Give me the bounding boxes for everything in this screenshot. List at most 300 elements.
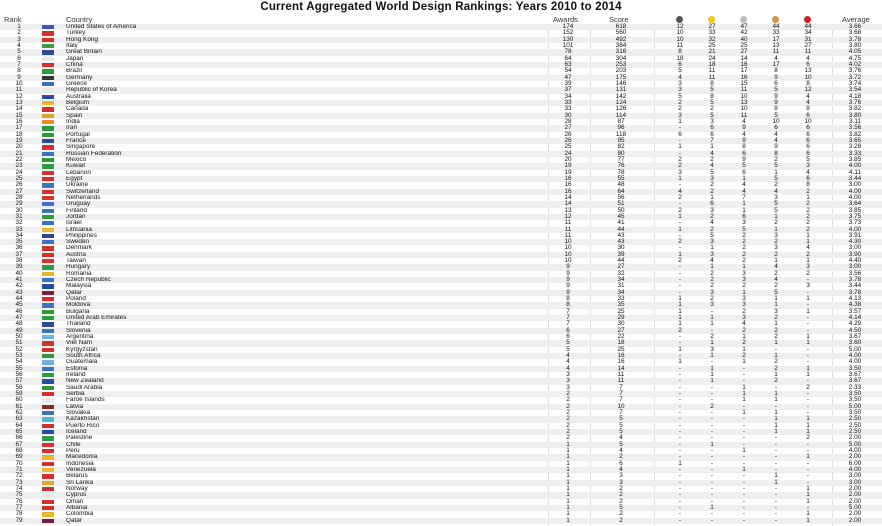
flag-icon bbox=[42, 468, 54, 472]
score-cell: 2 bbox=[619, 516, 623, 524]
medal-2-count: 18 bbox=[708, 60, 716, 68]
average-cell: 2.00 bbox=[848, 453, 862, 461]
score-cell: 3 bbox=[619, 472, 623, 480]
average-cell: 3.00 bbox=[848, 263, 862, 271]
country-cell: Czech Republic bbox=[66, 277, 111, 284]
rank-cell: 9 bbox=[17, 73, 21, 81]
medal-3-count: 2 bbox=[742, 282, 746, 290]
medal-1-count: 2 bbox=[678, 162, 682, 170]
awards-cell: 37 bbox=[564, 86, 572, 94]
average-cell: 3.28 bbox=[848, 143, 862, 151]
awards-cell: 26 bbox=[564, 136, 572, 144]
flag-icon bbox=[42, 348, 54, 352]
score-cell: 11 bbox=[617, 371, 625, 379]
score-cell: 7 bbox=[619, 409, 623, 417]
header-country: Country bbox=[66, 15, 93, 24]
rank-cell: 30 bbox=[15, 206, 23, 214]
medal-2-count: - bbox=[710, 307, 714, 315]
medal-3-count: 3 bbox=[742, 301, 746, 309]
average-cell: 3.33 bbox=[848, 149, 862, 157]
medal-4-count: 1 bbox=[774, 428, 778, 435]
score-cell: 560 bbox=[615, 29, 627, 37]
flag-icon bbox=[42, 95, 54, 99]
average-cell: 2.00 bbox=[848, 510, 862, 518]
flag-icon bbox=[42, 487, 54, 491]
medal-1-count: - bbox=[678, 390, 682, 398]
country-cell: Singapore bbox=[66, 144, 96, 151]
score-cell: 44 bbox=[617, 257, 625, 265]
medal-2-count: - bbox=[710, 453, 714, 461]
medal-1-count: - bbox=[678, 428, 682, 435]
medal-1-count: 10 bbox=[676, 35, 684, 43]
medal-5-count: 8 bbox=[806, 105, 810, 113]
medal-5-count: 1 bbox=[806, 257, 810, 265]
country-cell: South Africa bbox=[66, 353, 101, 360]
average-cell: 4.02 bbox=[848, 60, 862, 68]
medal-4-count: 8 bbox=[774, 105, 778, 113]
medal-4-count: 44 bbox=[772, 23, 780, 30]
average-cell: 3.85 bbox=[848, 206, 862, 214]
rank-cell: 43 bbox=[15, 288, 23, 296]
flag-icon bbox=[42, 164, 54, 168]
medal-4-count: 1 bbox=[774, 301, 778, 309]
medal-2-count: 1 bbox=[710, 371, 714, 379]
medal-2-count: 1 bbox=[710, 193, 714, 201]
awards-cell: 1 bbox=[566, 440, 570, 448]
medal-1-count: 2 bbox=[678, 105, 682, 113]
medal-2-count: 2 bbox=[710, 282, 714, 290]
awards-cell: 30 bbox=[564, 111, 572, 119]
medal-5-count: 1 bbox=[806, 484, 810, 492]
country-cell: Saudi Arabia bbox=[66, 384, 103, 391]
medal-2-count: - bbox=[710, 428, 714, 435]
medal-2-count: 1 bbox=[710, 503, 714, 511]
awards-cell: 78 bbox=[564, 48, 572, 56]
score-cell: 131 bbox=[615, 86, 627, 94]
flag-icon bbox=[42, 443, 54, 447]
medal-3-count: - bbox=[742, 421, 746, 429]
rank-cell: 56 bbox=[15, 371, 23, 379]
medal-3-count: - bbox=[742, 459, 746, 467]
rank-cell: 41 bbox=[15, 276, 23, 284]
rank-cell: 47 bbox=[15, 314, 23, 322]
medal-2-count: 2 bbox=[710, 212, 714, 220]
medal-3-count: 1 bbox=[742, 383, 746, 391]
rank-cell: 7 bbox=[17, 60, 21, 68]
flag-icon bbox=[42, 322, 54, 326]
country-cell: India bbox=[66, 118, 80, 125]
medal-2-count: 1 bbox=[710, 314, 714, 322]
medal-5-count: 2 bbox=[806, 225, 810, 233]
country-cell: Republic of Korea bbox=[66, 87, 117, 94]
medal-5-count: 2 bbox=[806, 434, 810, 442]
country-cell: Colombia bbox=[66, 511, 93, 518]
medal-3-count: 4 bbox=[742, 187, 746, 195]
awards-cell: 11 bbox=[564, 231, 572, 239]
score-cell: 126 bbox=[615, 105, 627, 113]
awards-cell: 5 bbox=[566, 339, 570, 347]
average-cell: 3.50 bbox=[848, 390, 862, 398]
medal-5-count: 5 bbox=[806, 155, 810, 163]
medal-3-count: 1 bbox=[742, 358, 746, 366]
country-cell: Hong Kong bbox=[66, 36, 98, 43]
awards-cell: 4 bbox=[566, 352, 570, 360]
awards-cell: 64 bbox=[564, 54, 572, 62]
country-cell: Venezuela bbox=[66, 466, 96, 473]
flag-icon bbox=[42, 190, 54, 194]
flag-icon bbox=[42, 506, 54, 510]
average-cell: 3.73 bbox=[848, 219, 862, 227]
flag-icon bbox=[42, 114, 54, 118]
average-cell: 3.56 bbox=[848, 269, 862, 277]
average-cell: 3.82 bbox=[848, 105, 862, 113]
medal-3-icon bbox=[740, 16, 747, 23]
rank-cell: 20 bbox=[15, 143, 23, 151]
medal-4-count: 2 bbox=[774, 358, 778, 366]
medal-5-count: 13 bbox=[804, 67, 812, 75]
average-cell: 3.54 bbox=[848, 86, 862, 94]
average-cell: 5.00 bbox=[848, 345, 862, 353]
flag-icon bbox=[42, 455, 54, 459]
flag-icon bbox=[42, 133, 54, 137]
medal-4-count: 5 bbox=[774, 206, 778, 214]
score-cell: 7 bbox=[619, 383, 623, 391]
medal-1-count: - bbox=[678, 503, 682, 511]
country-cell: Lithuania bbox=[66, 226, 92, 233]
score-cell: 253 bbox=[615, 60, 627, 68]
medal-2-count: 8 bbox=[710, 79, 714, 87]
awards-cell: 10 bbox=[564, 238, 572, 246]
flag-icon bbox=[42, 221, 54, 225]
medal-2-count: 5 bbox=[710, 231, 714, 239]
rank-cell: 4 bbox=[17, 41, 21, 49]
flag-icon bbox=[42, 512, 54, 516]
awards-cell: 8 bbox=[566, 295, 570, 303]
medal-1-count: - bbox=[678, 181, 682, 189]
medal-3-count: - bbox=[742, 415, 746, 423]
flag-icon bbox=[42, 335, 54, 339]
flag-icon bbox=[42, 284, 54, 288]
medal-3-count: 4 bbox=[742, 117, 746, 125]
awards-cell: 13 bbox=[564, 206, 572, 214]
medal-2-count: - bbox=[710, 383, 714, 391]
country-cell: Ireland bbox=[66, 372, 86, 379]
awards-cell: 16 bbox=[564, 181, 572, 189]
flag-icon bbox=[42, 88, 54, 92]
score-cell: 2 bbox=[619, 491, 623, 499]
country-cell: Philippines bbox=[66, 232, 97, 239]
medal-5-count: 1 bbox=[806, 364, 810, 372]
medal-4-count: 6 bbox=[774, 79, 778, 87]
medal-3-count: 17 bbox=[740, 67, 748, 75]
medal-1-count: 1 bbox=[678, 307, 682, 315]
flag-icon bbox=[42, 379, 54, 383]
medal-2-count: 6 bbox=[710, 200, 714, 208]
medal-4-count: 4 bbox=[774, 263, 778, 271]
medal-4-count: - bbox=[774, 453, 778, 461]
country-cell: Jordan bbox=[66, 213, 86, 220]
country-cell: Denmark bbox=[66, 245, 92, 252]
rank-cell: 37 bbox=[15, 250, 23, 258]
medal-1-count: 2 bbox=[678, 155, 682, 163]
score-cell: 114 bbox=[615, 111, 627, 119]
score-cell: 64 bbox=[617, 187, 625, 195]
rank-cell: 48 bbox=[15, 320, 23, 328]
medal-4-count: - bbox=[774, 446, 778, 454]
rank-cell: 65 bbox=[15, 428, 23, 435]
medal-2-count: 2 bbox=[710, 225, 714, 233]
rank-cell: 32 bbox=[15, 219, 23, 227]
rank-cell: 49 bbox=[15, 326, 23, 334]
score-cell: 45 bbox=[617, 212, 625, 220]
medal-1-count: - bbox=[678, 472, 682, 480]
average-cell: 3.72 bbox=[848, 73, 862, 81]
medal-1-count: 1 bbox=[678, 320, 682, 328]
medal-4-count: 2 bbox=[774, 377, 778, 385]
country-cell: Slovenia bbox=[66, 327, 91, 334]
awards-cell: 101 bbox=[562, 41, 574, 49]
awards-cell: 19 bbox=[564, 162, 572, 170]
medal-1-count: 1 bbox=[678, 212, 682, 220]
medal-3-count: 15 bbox=[740, 79, 748, 87]
awards-cell: 33 bbox=[564, 105, 572, 113]
medal-3-count: 10 bbox=[740, 92, 748, 100]
medal-2-count: 21 bbox=[708, 48, 716, 56]
flag-icon bbox=[42, 265, 54, 269]
average-cell: 3.68 bbox=[848, 29, 862, 37]
medal-5-count: - bbox=[806, 440, 810, 448]
country-cell: Lebanon bbox=[66, 169, 91, 176]
table-row bbox=[0, 518, 882, 524]
country-cell: Spain bbox=[66, 112, 83, 119]
score-cell: 35 bbox=[617, 301, 625, 309]
rank-cell: 40 bbox=[15, 269, 23, 277]
rank-cell: 63 bbox=[15, 415, 23, 423]
score-cell: 7 bbox=[619, 396, 623, 404]
average-cell: 3.80 bbox=[848, 111, 862, 119]
medal-2-icon bbox=[708, 16, 715, 23]
rank-cell: 69 bbox=[15, 453, 23, 461]
flag-icon bbox=[42, 240, 54, 244]
country-cell: Belgium bbox=[66, 99, 90, 106]
country-cell: Serbia bbox=[66, 391, 85, 398]
flag-icon bbox=[42, 177, 54, 181]
country-cell: Iceland bbox=[66, 429, 87, 435]
medal-4-count: 1 bbox=[774, 478, 778, 486]
flag-icon bbox=[42, 354, 54, 358]
country-cell: Canada bbox=[66, 106, 89, 113]
medal-3-count: 6 bbox=[742, 149, 746, 157]
medal-5-count: 1 bbox=[806, 238, 810, 246]
medal-2-count: 4 bbox=[710, 149, 714, 157]
medal-1-count: - bbox=[678, 465, 682, 473]
flag-icon bbox=[42, 120, 54, 124]
medal-5-count: 1 bbox=[806, 491, 810, 499]
medal-5-count: - bbox=[806, 396, 810, 404]
medal-2-count: 1 bbox=[710, 244, 714, 252]
medal-4-count: 4 bbox=[774, 276, 778, 284]
score-cell: 2 bbox=[619, 510, 623, 518]
medal-3-count: 1 bbox=[742, 288, 746, 296]
flag-icon bbox=[42, 107, 54, 111]
medal-4-count: 3 bbox=[774, 231, 778, 239]
medal-3-count: - bbox=[742, 402, 746, 410]
awards-cell: 2 bbox=[566, 402, 570, 410]
score-cell: 7 bbox=[619, 390, 623, 398]
average-cell: 3.57 bbox=[848, 307, 862, 315]
medal-2-count: - bbox=[710, 497, 714, 505]
awards-cell: 9 bbox=[566, 288, 570, 296]
medal-4-count: 5 bbox=[774, 86, 778, 94]
medal-5-count: - bbox=[806, 345, 810, 353]
score-cell: 41 bbox=[617, 219, 625, 227]
medal-1-count: 1 bbox=[678, 295, 682, 303]
score-cell: 51 bbox=[617, 200, 625, 208]
awards-cell: 39 bbox=[564, 79, 572, 87]
header-average: Average bbox=[842, 15, 870, 24]
medal-2-count: 7 bbox=[710, 136, 714, 144]
flag-icon bbox=[42, 500, 54, 504]
medal-4-count: 17 bbox=[772, 35, 780, 43]
score-cell: 4 bbox=[619, 434, 623, 442]
medal-1-count: - bbox=[678, 446, 682, 454]
awards-cell: 9 bbox=[566, 263, 570, 271]
medal-1-count: - bbox=[678, 219, 682, 227]
medal-2-count: 1 bbox=[710, 339, 714, 347]
rank-cell: 61 bbox=[15, 402, 23, 410]
medal-5-count: 3 bbox=[806, 162, 810, 170]
medal-5-count: - bbox=[806, 503, 810, 511]
flag-icon bbox=[42, 291, 54, 295]
rank-cell: 44 bbox=[15, 295, 23, 303]
country-cell: Israel bbox=[66, 220, 82, 227]
awards-cell: 2 bbox=[566, 396, 570, 404]
medal-1-count: 12 bbox=[676, 23, 684, 30]
country-cell: Qatar bbox=[66, 517, 82, 524]
flag-icon bbox=[42, 25, 54, 29]
rank-cell: 18 bbox=[15, 130, 23, 138]
medal-2-count: 3 bbox=[710, 238, 714, 246]
country-cell: Turkey bbox=[66, 30, 86, 37]
score-cell: 384 bbox=[615, 41, 627, 49]
medal-5-count: 1 bbox=[806, 516, 810, 524]
medal-3-count: 27 bbox=[740, 48, 748, 56]
medal-5-count: - bbox=[806, 472, 810, 480]
awards-cell: 9 bbox=[566, 282, 570, 290]
medal-4-count: 1 bbox=[774, 168, 778, 176]
flag-icon bbox=[42, 341, 54, 345]
average-cell: 4.05 bbox=[848, 48, 862, 56]
average-cell: 2.00 bbox=[848, 434, 862, 442]
flag-icon bbox=[42, 278, 54, 282]
average-cell: 3.67 bbox=[848, 377, 862, 385]
average-cell: 3.76 bbox=[848, 98, 862, 106]
medal-1-count: - bbox=[678, 200, 682, 208]
awards-cell: 130 bbox=[562, 35, 574, 43]
medal-5-count: 1 bbox=[806, 428, 810, 435]
flag-icon bbox=[42, 228, 54, 232]
rank-cell: 28 bbox=[15, 193, 23, 201]
average-cell: 3.74 bbox=[848, 79, 862, 87]
rank-cell: 71 bbox=[15, 465, 23, 473]
score-cell: 4 bbox=[619, 446, 623, 454]
medal-3-count: 4 bbox=[742, 130, 746, 138]
medal-2-count: 2 bbox=[710, 105, 714, 113]
rank-cell: 21 bbox=[15, 149, 23, 157]
rank-cell: 27 bbox=[15, 187, 23, 195]
medal-2-count: 25 bbox=[708, 41, 716, 49]
header-score: Score bbox=[609, 15, 629, 24]
medal-4-count: 2 bbox=[774, 333, 778, 341]
medal-5-count: 1 bbox=[806, 231, 810, 239]
medal-5-count: 27 bbox=[804, 41, 812, 49]
awards-cell: 1 bbox=[566, 453, 570, 461]
average-cell: 3.67 bbox=[848, 333, 862, 341]
flag-icon bbox=[42, 196, 54, 200]
flag-icon bbox=[42, 246, 54, 250]
score-cell: 96 bbox=[617, 124, 625, 132]
medal-3-count: 6 bbox=[742, 212, 746, 220]
medal-2-count: 2 bbox=[710, 187, 714, 195]
awards-cell: 1 bbox=[566, 472, 570, 480]
medal-3-count: 13 bbox=[740, 98, 748, 106]
awards-cell: 20 bbox=[564, 155, 572, 163]
awards-cell: 10 bbox=[564, 250, 572, 258]
medal-2-count: 4 bbox=[710, 219, 714, 227]
score-cell: 14 bbox=[617, 364, 625, 372]
flag-icon bbox=[42, 57, 54, 61]
medal-1-count: 3 bbox=[678, 168, 682, 176]
medal-1-count: - bbox=[678, 377, 682, 385]
medal-3-count: - bbox=[742, 440, 746, 448]
rank-cell: 17 bbox=[15, 124, 23, 132]
medal-4-count: 8 bbox=[774, 67, 778, 75]
rank-cell: 67 bbox=[15, 440, 23, 448]
country-cell: United States of America bbox=[66, 24, 137, 30]
medal-5-count: 8 bbox=[806, 79, 810, 87]
rank-cell: 74 bbox=[15, 484, 23, 492]
medal-3-count: - bbox=[742, 510, 746, 518]
awards-cell: 9 bbox=[566, 276, 570, 284]
country-cell: Egypt bbox=[66, 175, 83, 182]
flag-icon bbox=[42, 152, 54, 156]
medal-3-count: 1 bbox=[742, 200, 746, 208]
medal-5-count: - bbox=[806, 320, 810, 328]
flag-icon bbox=[42, 126, 54, 130]
flag-icon bbox=[42, 316, 54, 320]
medal-1-count: 10 bbox=[676, 29, 684, 37]
medal-5-count: 1 bbox=[806, 497, 810, 505]
flag-icon bbox=[42, 329, 54, 333]
average-cell: 4.38 bbox=[848, 301, 862, 309]
rank-cell: 57 bbox=[15, 377, 23, 385]
medal-1-count: 2 bbox=[678, 257, 682, 265]
score-cell: 10 bbox=[617, 402, 625, 410]
medal-4-count: 1 bbox=[774, 320, 778, 328]
rank-cell: 23 bbox=[15, 162, 23, 170]
medal-1-count: 1 bbox=[678, 174, 682, 182]
rank-cell: 75 bbox=[15, 491, 23, 499]
flag-icon bbox=[42, 303, 54, 307]
flag-icon bbox=[42, 234, 54, 238]
medal-2-count: 2 bbox=[710, 295, 714, 303]
country-cell: Belarus bbox=[66, 473, 88, 480]
medal-1-count: - bbox=[678, 497, 682, 505]
average-cell: 4.13 bbox=[848, 295, 862, 303]
medal-5-count: - bbox=[806, 352, 810, 360]
medal-3-count: 1 bbox=[742, 206, 746, 214]
average-cell: 3.44 bbox=[848, 174, 862, 182]
